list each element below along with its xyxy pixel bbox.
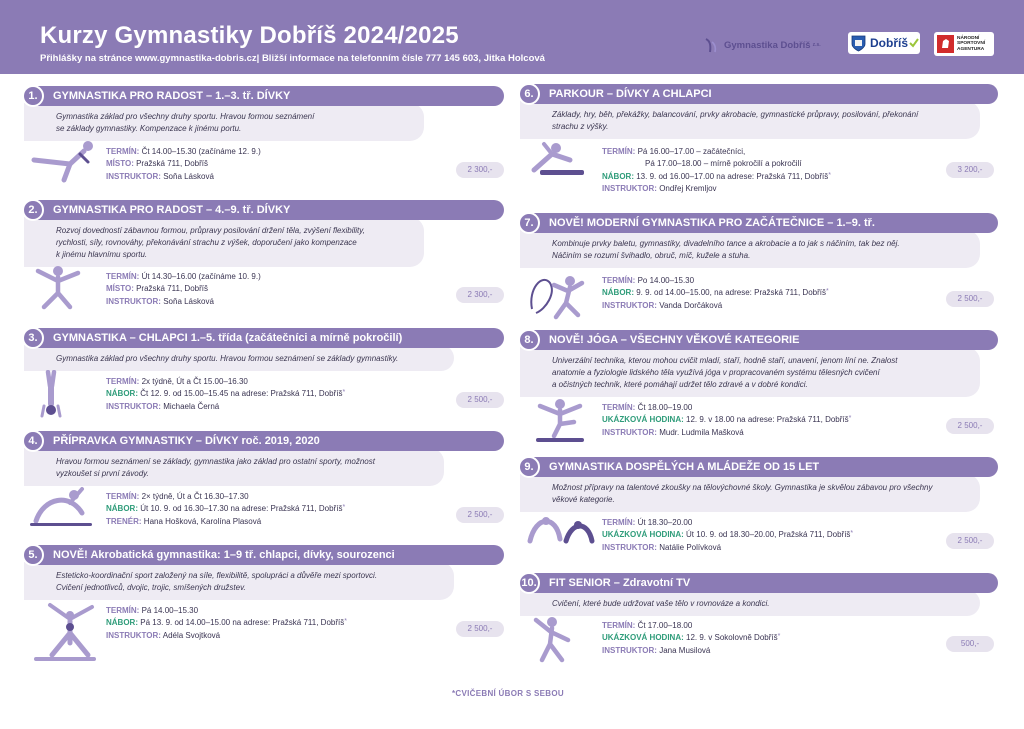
description-line: k jinému hlavnímu sportu. [56, 250, 148, 259]
detail-value: Michaela Černá [163, 401, 220, 411]
course-title: FIT SENIOR – Zdravotní TV [549, 577, 691, 589]
detail-row [106, 146, 261, 158]
course-title: NOVĚ! MODERNÍ GYMNASTIKA PRO ZAČÁTEČNICE – 1.–9. tř. [549, 217, 875, 229]
description-line: anatomie a fyziologie lidského těla využívá jóga v propracovaném systému tělesných cvičení [552, 368, 880, 377]
detail-value: Pá 13. 9. od 14.00–15.00 na adrese: Pražská 711, Dobříš [140, 618, 345, 628]
detail-value: Čt 14.00–15.30 (začínáme 12. 9.) [141, 147, 261, 156]
description-line: Rozvoj dovedností zábavnou formou, průpravy posilování držení těla, zvýšení flexibility, [56, 226, 365, 235]
detail-row [106, 401, 345, 413]
detail-label: INSTRUKTOR: [106, 296, 161, 306]
course-description [24, 217, 424, 267]
course-details [106, 271, 261, 308]
description-line: Cvičení, které bude udržovat vaše tělo v rovnováze a kondici. [552, 599, 770, 608]
course-title: NOVĚ! JÓGA – VŠECHNY VĚKOVÉ KATEGORIE [549, 334, 800, 346]
course-description [520, 101, 980, 139]
course-title: GYMNASTIKA PRO RADOST – 4.–9. tř. DÍVKY [53, 204, 291, 216]
course-section-2 [24, 200, 504, 315]
detail-row [602, 171, 831, 183]
course-details [106, 491, 345, 528]
detail-value: Hana Hošková, Karolína Plasová [143, 516, 262, 526]
detail-row [602, 529, 853, 541]
course-section-6 [520, 84, 998, 198]
description-line: a očistných technik, které pomáhají udržet tělo zdravé a v dobré kondici. [552, 380, 808, 389]
course-number: 1. [22, 85, 44, 107]
course-description [520, 474, 980, 512]
course-number: 10. [518, 572, 540, 594]
detail-row [106, 605, 347, 617]
asterisk: * [826, 288, 829, 296]
course-price: 2 300,- [456, 162, 504, 178]
detail-label: TERMÍN: [602, 518, 636, 527]
description-line: Cvičení jednotlivců, dvojic, trojic, smíšených družstev. [56, 583, 246, 592]
asterisk: * [828, 171, 831, 179]
asterisk: * [342, 389, 346, 397]
course-number: 6. [518, 83, 540, 105]
description-line: strachu z výšky. [552, 122, 609, 131]
detail-value: Natálie Polívková [659, 542, 722, 552]
detail-label: UKÁZKOVÁ HODINA: [602, 633, 684, 643]
course-details [106, 605, 347, 642]
page-title: Kurzy Gymnastiky Dobříš 2024/2025 [40, 22, 459, 49]
detail-row [106, 630, 347, 642]
course-section-9 [520, 457, 998, 561]
detail-label: INSTRUKTOR: [602, 184, 657, 194]
detail-row [602, 158, 831, 170]
logo-dobris: Dobříš [848, 32, 920, 54]
course-description [520, 347, 980, 397]
description-line: rychlosti, síly, rovnováhy, překonávání strachu z výšek, doporučení jako kompenzace [56, 238, 357, 247]
detail-row [106, 271, 261, 283]
detail-label: TERMÍN: [602, 147, 636, 156]
detail-value: Jana Musilová [659, 645, 711, 655]
description-line: Možnost přípravy na talentové zkoušky na tělovýchovné školy. Gymnastika je skvělou zábavou pro všechny [552, 483, 933, 492]
description-line: Gymnastika základ pro všechny druhy sportu. Hravou formou seznámení se základy gymnastiky. [56, 354, 399, 363]
detail-value: Pá 14.00–15.30 [141, 606, 199, 615]
gymnast-pictogram-icon [526, 511, 596, 575]
detail-label: TERMÍN: [106, 377, 140, 386]
detail-value: 2x týdně, Út a Čt 15.00–16.30 [141, 377, 248, 386]
logo-gymnastika-dobris: Gymnastika Dobříš z.s. [702, 35, 821, 55]
course-details [106, 376, 345, 413]
description-line: Náčiním se rozumí švihadlo, obruč, míč, kužele a stuha. [552, 251, 751, 260]
course-section-8 [520, 330, 998, 446]
detail-label: INSTRUKTOR: [106, 630, 161, 640]
description-line: Gymnastika základ pro všechny druhy sportu. Hravou formou seznámení [56, 112, 315, 121]
detail-value: Pražská 711, Dobříš [136, 284, 208, 294]
asterisk: * [342, 504, 346, 512]
detail-row [106, 171, 261, 183]
detail-label: NÁBOR: [106, 504, 138, 514]
page-subtitle: Přihlášky na stránce www.gymnastika-dobris.cz| Bližší informace na telefonním čísle 777 145 603, Jitka Holcová [40, 53, 545, 64]
gymnast-pictogram-icon [526, 140, 596, 204]
detail-value: Út 14.30–16.00 (začínáme 10. 9.) [141, 272, 261, 281]
course-price: 500,- [946, 636, 994, 652]
detail-row [602, 146, 831, 158]
detail-label: UKÁZKOVÁ HODINA: [602, 415, 684, 425]
detail-row [106, 503, 345, 515]
detail-value: Po 14.00–15.30 [637, 276, 695, 285]
footnote: *CVIČEBNÍ ÚBOR S SEBOU [452, 689, 564, 698]
detail-label: NÁBOR: [602, 288, 634, 298]
gymnast-pictogram-icon [526, 614, 596, 678]
detail-row [602, 287, 829, 299]
course-price: 2 500,- [946, 291, 994, 307]
detail-label: MÍSTO: [106, 284, 134, 294]
logo-narodni-sportovni-agentura: NÁRODNÍ SPORTOVNÍ AGENTURA [934, 32, 994, 56]
detail-label: TRENÉR: [106, 516, 142, 526]
detail-label: INSTRUKTOR: [602, 300, 657, 310]
detail-value: 9. 9. od 14.00–15.00, na adrese: Pražská 711, Dobříš [636, 288, 826, 298]
description-line: se základy gymnastiky. Kompenzace k jinému portu. [56, 124, 242, 133]
detail-row [602, 620, 780, 632]
detail-label: TERMÍN: [602, 276, 636, 285]
course-number: 9. [518, 456, 540, 478]
course-description [520, 590, 980, 616]
course-price: 2 500,- [456, 392, 504, 408]
detail-value: Ondřej Kremljov [659, 184, 717, 194]
course-description [24, 103, 424, 141]
gymnast-pictogram-icon [30, 485, 100, 549]
detail-label: NÁBOR: [106, 389, 138, 399]
detail-value: Adéla Svojtková [162, 630, 221, 640]
asterisk: * [344, 618, 347, 626]
detail-label: INSTRUKTOR: [602, 645, 657, 655]
detail-label: NÁBOR: [602, 171, 634, 181]
detail-label: TERMÍN: [106, 147, 140, 156]
detail-row [602, 645, 780, 657]
detail-value: Soňa Lásková [163, 171, 214, 181]
detail-row [106, 158, 261, 170]
detail-row [602, 427, 851, 439]
course-price: 2 500,- [946, 418, 994, 434]
course-details [602, 402, 851, 439]
detail-label: INSTRUKTOR: [106, 401, 161, 411]
gymnast-pictogram-icon [30, 599, 100, 663]
detail-label: TERMÍN: [602, 621, 636, 630]
course-details [106, 146, 261, 183]
course-title: NOVĚ! Akrobatická gymnastika: 1–9 tř. chlapci, dívky, sourozenci [53, 549, 395, 561]
detail-row [106, 516, 345, 528]
course-title: GYMNASTIKA PRO RADOST – 1.–3. tř. DÍVKY [53, 90, 291, 102]
course-description [24, 345, 454, 371]
detail-value: Soňa Lásková [163, 296, 214, 306]
course-title: GYMNASTIKA – CHLAPCI 1.–5. třída (začátečníci a mírně pokročilí) [53, 332, 403, 344]
detail-label: INSTRUKTOR: [602, 542, 657, 552]
course-section-5 [24, 545, 504, 649]
description-line: Základy, hry, běh, překážky, balancování, prvky akrobacie, gymnastické průpravy, posilování, překonání [552, 110, 919, 119]
course-details [602, 517, 853, 554]
course-number: 5. [22, 544, 44, 566]
course-section-10 [520, 573, 998, 664]
city-crest-icon [851, 35, 866, 52]
detail-row [602, 517, 853, 529]
asterisk: * [777, 633, 781, 641]
detail-value: 12. 9. v 18.00 na adrese: Pražská 711, Dobříš [686, 415, 849, 425]
course-description [24, 448, 444, 486]
course-number: 8. [518, 329, 540, 351]
gymnast-pictogram-icon [30, 265, 100, 329]
description-line: věkové kategorie. [552, 495, 615, 504]
detail-value: Čt 18.00–19.00 [637, 403, 693, 412]
detail-row [602, 402, 851, 414]
detail-row [106, 296, 261, 308]
detail-label: TERMÍN: [106, 492, 140, 501]
detail-value: 13. 9. od 16.00–17.00 na adrese: Pražská 711, Dobříš [636, 171, 829, 181]
detail-value: 2× týdně, Út a Čt 16.30–17.30 [141, 492, 249, 501]
detail-label: TERMÍN: [106, 606, 140, 615]
detail-row [106, 376, 345, 388]
detail-label: INSTRUKTOR: [106, 171, 161, 181]
detail-value: Čt 12. 9. od 15.00–15.45 na adrese: Pražská 711, Dobříš [140, 389, 343, 399]
course-price: 2 500,- [456, 507, 504, 523]
detail-row [602, 632, 780, 644]
detail-value: Pá 17.00–18.00 – mírně pokročilí a pokročilí [645, 159, 802, 169]
detail-value: Mudr. Ludmila Mašková [659, 427, 744, 437]
course-section-3 [24, 328, 504, 420]
detail-row [602, 542, 853, 554]
description-line: Esteticko-koordinační sport založený na síle, flexibilitě, spolupráci a důvěře mezi sportovci. [56, 571, 378, 580]
gymnast-pictogram-icon [526, 396, 596, 460]
description-line: vyzkoušet si první závody. [56, 469, 149, 478]
gymnast-logo-icon [702, 36, 720, 54]
course-section-7 [520, 213, 998, 319]
detail-row [602, 183, 831, 195]
asterisk: * [850, 530, 854, 538]
detail-row [106, 617, 347, 629]
course-details [602, 146, 831, 196]
gymnast-pictogram-icon [30, 140, 100, 204]
course-number: 4. [22, 430, 44, 452]
course-number: 3. [22, 327, 44, 349]
course-title: PARKOUR – DÍVKY A CHLAPCI [549, 88, 712, 100]
detail-value: 12. 9. v Sokolovně Dobříš [686, 633, 778, 643]
description-line: Hravou formou seznámení se základy, gymnastika jako základ pro ostatní sporty, možnost [56, 457, 375, 466]
course-number: 7. [518, 212, 540, 234]
detail-label: UKÁZKOVÁ HODINA: [602, 530, 684, 540]
course-description [24, 562, 454, 600]
detail-row [602, 414, 851, 426]
gymnast-pictogram-icon [30, 370, 100, 434]
course-title: PŘÍPRAVKA GYMNASTIKY – DÍVKY roč. 2019, 2020 [53, 435, 320, 447]
checkmark-icon [909, 38, 919, 48]
course-number: 2. [22, 199, 44, 221]
course-description [520, 230, 980, 268]
detail-value: Čt 17.00–18.00 [637, 621, 693, 630]
description-line: Univerzální technika, kterou mohou cvičit mladí, staří, hodně staří, unavení, jenom líní ne. Znalost [552, 356, 898, 365]
detail-value: Út 10. 9. od 16.30–17.30 na adrese: Pražská 711, Dobříš [140, 504, 343, 514]
asterisk: * [848, 415, 852, 423]
detail-value: Út 10. 9. od 18.30–20.00, Pražská 711, Dobříš [686, 530, 851, 540]
course-details [602, 275, 829, 312]
description-line: Kombinuje prvky baletu, gymnastiky, divadelního tance a akrobacie a to jak s náčiním, tak bez něj. [552, 239, 900, 248]
course-price: 2 500,- [946, 533, 994, 549]
course-price: 2 300,- [456, 287, 504, 303]
gymnast-pictogram-icon [526, 269, 596, 333]
detail-row [106, 388, 345, 400]
detail-label: TERMÍN: [106, 272, 140, 281]
detail-row [602, 275, 829, 287]
detail-value: Út 18.30–20.00 [637, 518, 693, 527]
detail-label: TERMÍN: [602, 403, 636, 412]
detail-row [106, 491, 345, 503]
course-section-1 [24, 86, 504, 190]
detail-value: Vanda Dorčáková [659, 300, 723, 310]
lion-emblem-icon [937, 35, 954, 53]
detail-label: NÁBOR: [106, 618, 138, 628]
detail-row [602, 300, 829, 312]
course-details [602, 620, 780, 657]
detail-value: Pá 16.00–17.00 – začátečníci, [637, 147, 746, 156]
detail-value: Pražská 711, Dobříš [136, 159, 208, 169]
course-price: 3 200,- [946, 162, 994, 178]
detail-label: INSTRUKTOR: [602, 427, 657, 437]
course-title: GYMNASTIKA DOSPĚLÝCH A MLÁDEŽE OD 15 LET [549, 461, 820, 473]
detail-label: MÍSTO: [106, 159, 134, 169]
detail-row [106, 283, 261, 295]
course-price: 2 500,- [456, 621, 504, 637]
course-section-4 [24, 431, 504, 535]
